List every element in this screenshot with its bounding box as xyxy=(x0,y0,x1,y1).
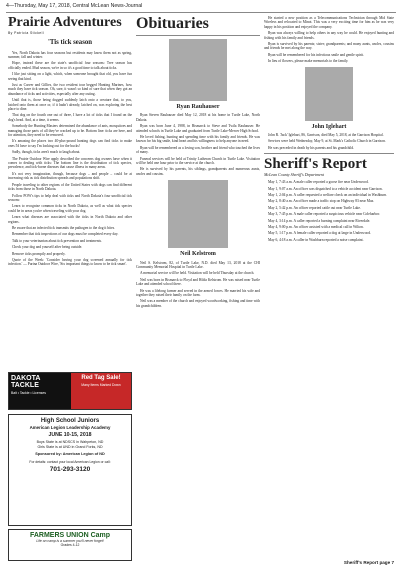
column-title: Prairie Adventures xyxy=(8,16,122,30)
paragraph: In lieu of flowers, please make memorials to the family. xyxy=(268,59,349,64)
divider xyxy=(264,153,394,154)
paragraph: That dog on the fourth one out of three, I have a lot of ticks that I found on the dog's head. And, at a time, it seems. xyxy=(8,113,132,122)
sheriff-entry: May 4, 9:00 p.m. An officer assisted with a medical call in Wilton. xyxy=(268,225,364,229)
ad-title: High School Juniors xyxy=(40,418,100,424)
paragraph: Neil was a member of the church and enjoyed woodworking, fishing and time with his grandchildren. xyxy=(136,299,260,308)
ad-subtitle: Red Tag Sale! xyxy=(81,375,121,381)
sheriff-entry: May 2, 5:42 p.m. An officer reported cattle out near Turtle Lake. xyxy=(268,205,361,210)
john-photo xyxy=(305,67,353,121)
paragraph: He started a new position as a Telecommunications Technician through Mid State Wireless and relocated to Minot. This was a very exciting time for him as he was very happy in his position and enjoyed the company. xyxy=(264,16,394,29)
paragraph: He loved fishing, hunting and spending time with his family and friends. He was known for his big smile, kind heart and his willingness to help anyone in need. xyxy=(136,135,260,144)
ad-contact: For details: contact your local American Legion or call: xyxy=(29,460,111,465)
sheriff-entry: May 1, 2:04 p.m. A caller requested a welfare check on an individual in Washburn. xyxy=(268,192,388,197)
paragraph: Until that is, those being dogged suddenly latch onto a creature that, to you, latched onto them at once or, if it hadn't already, latched on, was exploring the best place to dine. xyxy=(8,98,132,112)
obit-body xyxy=(136,113,260,176)
column-byline: By Patricia Stickell xyxy=(8,31,44,35)
ad-phone: 701-293-3120 xyxy=(49,466,91,474)
paragraph: Yes, North Dakota has four seasons but residents may know them not as spring, summer, fall and winter. xyxy=(8,50,132,59)
ryan-photo xyxy=(169,39,227,101)
ad-subtitle: Life on camp is a summer you'll never forget! xyxy=(36,539,104,543)
paragraph: Ryan will be remembered for his infectious smile and gentle spirit. xyxy=(268,52,364,57)
ad-line: Sponsored by: American Legion of ND xyxy=(35,452,105,457)
paragraph: Neil S. Kelstrom, 82, of Turtle Lake, N.D. died May 13, 2018 at the CHI Community Memorial Hospital in Turtle Lake. xyxy=(136,260,260,270)
sheriff-entry: May 1, 9:07 a.m. An officer was dispatched to a vehicle accident near Garrison. xyxy=(268,186,383,191)
paragraph: Just as Carver and Gillies, the two resident tour begged Hunting Marines, how much they have tick season. Oh, sure, it wasn't so kind of sure that when they got an abundance of ticks and activities, especially after any outing. xyxy=(8,82,132,96)
page-header xyxy=(6,3,396,13)
sheriff-subtitle: McLean County Sheriff's Department xyxy=(264,172,324,178)
paragraph: Ryan was always willing to help others in any way he could. He enjoyed hunting and fishing with his family and friends. xyxy=(264,31,394,40)
paragraph: The Prairie Outdoor Wire apply described the concerns dog owners have when it comes to dealing with ticks: The bottom line is the distribution of tick species, prevalence, and tick-borne diseases that cause illness in many areas. xyxy=(8,156,132,170)
ad-line: Many Items Marked Down xyxy=(81,383,121,387)
american-legion-ad[interactable] xyxy=(8,414,132,526)
sheriff-entry: May 3, 7:45 p.m. A male caller reported a suspicious vehicle near Coleharbor. xyxy=(268,212,380,217)
obit-body xyxy=(264,133,394,150)
paragraph: Sadly, though, ticks aren't much to laugh about. xyxy=(12,150,81,155)
paragraph: Ryan Steven Rauhauser died May 12, 2018 at his home in Turtle Lake, North Dakota. xyxy=(136,113,260,122)
column-body xyxy=(8,51,132,267)
right-column xyxy=(264,16,394,564)
paragraph: Quote of the Week: 'Consider having your dog screened annually for tick infection.' — Purina Outdoor Wire, 'Six important things to know to be tick smart'. xyxy=(8,257,132,267)
paragraph: Be aware that an infected tick transmits the pathogen to the dog it bites. xyxy=(12,225,115,230)
obit-name: John Iglehart xyxy=(311,123,347,130)
ad-line: Boys State is at NDSCS in Wahpeton, ND xyxy=(36,440,104,444)
obituaries-column xyxy=(136,16,260,564)
divider xyxy=(136,35,260,36)
paragraph: Somebody the Hunting Masters determined the abundance of ants, mosquitoes and managing those parts of all they've cracked up to be. Bottom line: ticks are here, and for attention, they need to be removed. xyxy=(8,124,132,138)
farmers-union-ad[interactable] xyxy=(8,529,132,561)
paragraph: Learn to recognize common ticks in North Dakota, as well as what tick species could be in areas you're when traveling with your dog. xyxy=(8,204,132,213)
paragraph: Hope, instead these are the state's unofficial four seasons: Tree season has officially ended. Mud season, we're in so it's a good time to talk about ticks. xyxy=(8,61,132,70)
dakota-tackle-ad[interactable] xyxy=(8,372,132,410)
paragraph: He was preceded in death by his parents and his grandchild. xyxy=(268,145,355,150)
sheriff-entry: May 2, 8:40 a.m. An officer made a traffic stop on Highway 83 near Max. xyxy=(268,199,375,204)
paragraph: A memorial service will be held. Visitation will be held Thursday at the church. xyxy=(140,271,255,276)
ad-dates: JUNE 10-15, 2018 xyxy=(48,432,92,438)
paragraph: Funeral services will be held at Trinity Lutheran Church in Turtle Lake. Visitation will be held one hour prior to the service at the church. xyxy=(136,156,260,166)
ad-title: FARMERS UNION Camp xyxy=(29,532,111,539)
ad-line: Girls State is at UND in Grand Forks, ND xyxy=(37,445,103,450)
ad-line: Grades 4-12 xyxy=(60,543,80,547)
paragraph: Services were held Wednesday, May 9, at St. Mark's Catholic Church in Garrison. xyxy=(268,139,386,144)
obit-body xyxy=(136,261,260,309)
continued-link[interactable]: Sheriff's Report page 7 xyxy=(343,560,394,565)
obit-continued xyxy=(264,16,394,64)
sheriff-entry: May 6, 4:18 a.m. A caller in Washburn reported a noise complaint. xyxy=(268,237,364,242)
column-subhead: 'Tis tick season xyxy=(47,39,93,47)
paragraph: Learn what diseases are associated with the ticks in North Dakota and other regions. xyxy=(8,215,132,224)
paragraph: Neil was born in Bismarck to Floyd and Hilda Kelstrom. He was raised near Turtle Lake and attended school there. xyxy=(136,277,260,287)
ad-line: Bait • Tackle • Licenses xyxy=(11,391,46,395)
paragraph: Remove ticks promptly and properly. xyxy=(12,251,66,256)
paragraph: I like just sitting on a light, which, when someone brought that old, you have fun seeing that kind. xyxy=(8,72,132,81)
sheriff-entries xyxy=(264,180,394,242)
neil-photo xyxy=(168,180,228,248)
paragraph: He was a lifelong farmer and served in the armed forces. He married his wife and together they raised their family on the farm. xyxy=(136,288,260,298)
paragraph: It's not very imagination, though, because dogs – and people – could be at increasing risk as tick distribution spreads and populations shift. xyxy=(8,171,132,181)
obit-name: Neil Kelstrom xyxy=(180,251,216,258)
paragraph: It's amazing the places two 40-plus-pound hunting dogs can find ticks to make ones I'd have to say I'm looking out for the bucks! xyxy=(8,139,132,148)
paragraph: Check your dog and yourself after being outside. xyxy=(12,245,83,250)
sheriff-title: Sheriff's Report xyxy=(264,156,367,173)
paragraph: Ryan was born June 4, 1988, in Bismarck to Steve and Twila Rauhauser. He attended schools in Turtle Lake and graduated from Turtle Lake-Mercer High School. xyxy=(136,124,260,133)
paragraph: Ryan is survived by his parents; sister; grandparents; and many aunts, uncles, cousins and friends he met along the way. xyxy=(264,42,394,51)
paragraph: Remember that tick inspections of our dogs must be completed every day. xyxy=(12,232,119,237)
paragraph: John R. 'Jack' Iglehart, 86, Garrison, died May 5, 2018, at the Garrison Hospital. xyxy=(268,133,384,138)
paragraph: Follow POW's tips to help deal with ticks and North Dakota's four unofficial tick seasons: xyxy=(8,193,132,202)
page-date: 4—Thursday, May 17, 2018, Central McLean News-Journal xyxy=(6,3,143,9)
obit-name: Ryan Rauhauser xyxy=(176,104,220,110)
ad-title: DAKOTA TACKLE xyxy=(11,375,41,389)
paragraph: Talk to your veterinarian about tick prevention and treatments. xyxy=(12,238,102,243)
paragraph: People traveling to other regions of the United States with dogs can find different ticks from those in North Dakota. xyxy=(8,182,132,192)
ad-subtitle: American Legion Leadership Academy xyxy=(29,425,111,430)
obituaries-title: Obituaries xyxy=(136,16,209,32)
sheriff-entry: May 1, 7:43 a.m. A male caller reported a goose fire near Underwood. xyxy=(268,180,369,185)
paragraph: He is survived by his parents, his siblings, grandparents and numerous aunts, uncles and cousins. xyxy=(136,167,260,176)
paragraph: Ryan will be remembered as a loving son, brother and friend who touched the lives of many. xyxy=(136,145,260,155)
sheriff-entry: May 4, 3:14 p.m. A caller reported a burning complaint near Riverdale. xyxy=(268,218,371,223)
sheriff-entry: May 5, 1:17 p.m. A female caller reported a dog at large in Underwood. xyxy=(268,231,372,236)
